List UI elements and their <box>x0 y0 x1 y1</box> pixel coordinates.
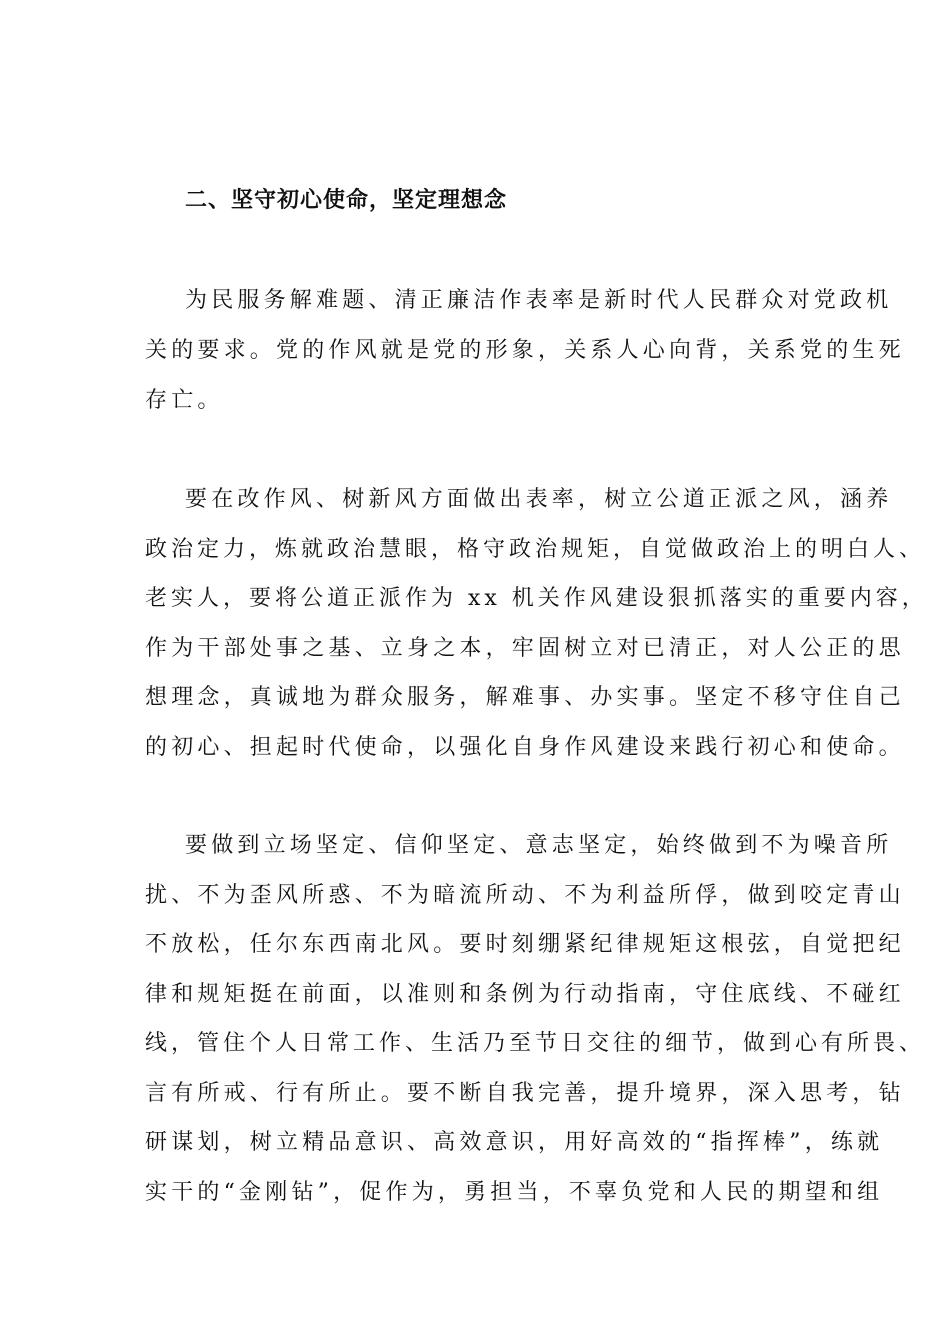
paragraph-line: 关的要求。党的作风就是党的形象，关系人心向背，关系党的生死 <box>145 338 905 363</box>
paragraph-line: 不放松，任尔东西南北风。要时刻绷紧纪律规矩这根弦，自觉把纪 <box>145 932 905 957</box>
paragraph-line: 研谋划，树立精品意识、高效意识，用好高效的“指挥棒”，练就 <box>145 1130 884 1155</box>
paragraph-line: 为民服务解难题、清正廉洁作表率是新时代人民群众对党政机 <box>185 288 893 313</box>
paragraph-line: 作为干部处事之基、立身之本，牢固树立对已清正，对人公正的思 <box>145 636 905 661</box>
paragraph-line: 言有所戒、行有所止。要不断自我完善，提升境界，深入思考，钻 <box>145 1081 905 1106</box>
section-heading: 二、坚守初心使命，坚定理想念 <box>185 187 508 213</box>
paragraph-line: 存亡。 <box>145 388 224 413</box>
paragraph-line: 政治定力，炼就政治慧眼，格守政治规矩，自觉做政治上的明白人、 <box>145 537 926 562</box>
paragraph-line: 的初心、担起时代使命，以强化自身作风建设来践行初心和使命。 <box>145 735 905 760</box>
paragraph-line: 要做到立场坚定、信仰坚定、意志坚定，始终做到不为噪音所 <box>185 833 893 858</box>
paragraph-line: 要在改作风、树新风方面做出表率，树立公道正派之风，涵养 <box>185 487 893 512</box>
paragraph-line: 律和规矩挺在前面，以准则和条例为行动指南，守住底线、不碰红 <box>145 982 905 1007</box>
paragraph-line: 线，管住个人日常工作、生活乃至节日交往的细节，做到心有所畏、 <box>145 1031 926 1056</box>
paragraph-line: 实干的“金刚钻”，促作为，勇担当，不辜负党和人民的期望和组 <box>145 1180 884 1205</box>
paragraph-line: 想理念，真诚地为群众服务，解难事、办实事。坚定不移守住自己 <box>145 685 905 710</box>
paragraph-line: 老实人，要将公道正派作为 xx 机关作风建设狠抓落实的重要内容， <box>145 586 928 611</box>
paragraph-line: 扰、不为歪风所惑、不为暗流所动、不为利益所俘，做到咬定青山 <box>145 883 905 908</box>
